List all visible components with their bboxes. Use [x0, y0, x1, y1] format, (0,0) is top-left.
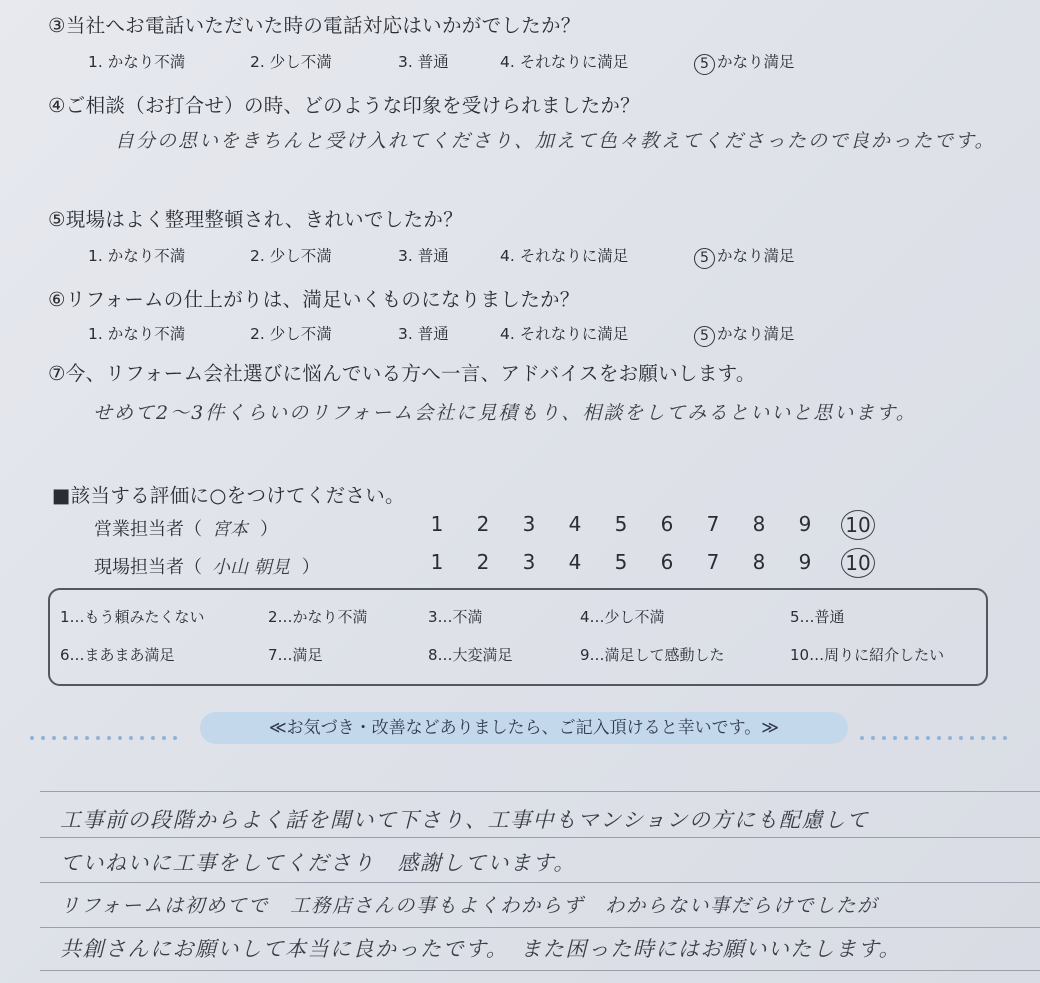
score-10-selected[interactable]: 10 [841, 510, 875, 540]
question-5: ⑤現場はよく整理整頓され、きれいでしたか？ [48, 208, 463, 231]
score-4[interactable]: 4 [568, 550, 582, 574]
q5-option-2[interactable]: 2. 少し不満 [250, 247, 332, 265]
selected-circle-mark: 5 [694, 326, 715, 347]
score-1[interactable]: 1 [430, 550, 444, 574]
q5-option-1[interactable]: 1. かなり不満 [88, 247, 186, 265]
q3-option-1[interactable]: 1. かなり不満 [88, 53, 186, 71]
score-6[interactable]: 6 [660, 512, 674, 536]
ruled-line [40, 927, 1040, 928]
q6-option-3[interactable]: 3. 普通 [398, 325, 449, 343]
question-4: ④ご相談（お打合せ）の時、どのような印象を受けられましたか？ [48, 94, 640, 117]
score-3[interactable]: 3 [522, 550, 536, 574]
legend-item-10: 10…周りに紹介したい [790, 646, 945, 664]
q5-option-5-selected[interactable]: 5 かなり満足 [694, 244, 795, 269]
comment-line-2: ていねいに工事をしてくださり 感謝しています。 [60, 851, 576, 875]
legend-item-2: 2…かなり不満 [268, 608, 368, 626]
legend-item-3: 3…不満 [428, 608, 483, 626]
selected-circle-mark: 5 [694, 54, 715, 75]
ruled-line [40, 791, 1040, 792]
comment-line-1: 工事前の段階からよく話を聞いて下さり、工事中もマンションの方にも配慮して [60, 808, 870, 832]
legend-item-1: 1…もう頼みたくない [60, 608, 205, 626]
legend-item-7: 7…満足 [268, 646, 323, 664]
score-2[interactable]: 2 [476, 550, 490, 574]
ruled-line [40, 837, 1040, 838]
score-1[interactable]: 1 [430, 512, 444, 536]
site-rep-label: 現場担当者（ 小山 朝見 ） [94, 557, 320, 578]
question-6: ⑥リフォームの仕上がりは、満足いくものになりましたか？ [48, 288, 580, 311]
score-8[interactable]: 8 [752, 512, 766, 536]
dotted-line-right [860, 725, 1014, 731]
score-7[interactable]: 7 [706, 512, 720, 536]
legend-item-5: 5…普通 [790, 608, 845, 626]
score-5[interactable]: 5 [614, 550, 628, 574]
q3-option-5-selected[interactable]: 5 かなり満足 [694, 50, 795, 75]
q3-option-3[interactable]: 3. 普通 [398, 53, 449, 71]
site-rep-name: 小山 朝見 [212, 557, 290, 578]
legend-item-6: 6…まあまあ満足 [60, 646, 175, 664]
score-3[interactable]: 3 [522, 512, 536, 536]
question-3: ③当社へお電話いただいた時の電話対応はいかがでしたか？ [48, 14, 581, 37]
score-9[interactable]: 9 [798, 550, 812, 574]
legend-item-9: 9…満足して感動した [580, 646, 725, 664]
q6-option-5-selected[interactable]: 5 かなり満足 [694, 322, 795, 347]
q5-option-3[interactable]: 3. 普通 [398, 247, 449, 265]
score-6[interactable]: 6 [660, 550, 674, 574]
dotted-line-left [30, 725, 184, 731]
q6-option-1[interactable]: 1. かなり不満 [88, 325, 186, 343]
legend-item-8: 8…大変満足 [428, 646, 513, 664]
score-10-selected[interactable]: 10 [841, 548, 875, 578]
q7-handwritten-answer: せめて2〜3件くらいのリフォーム会社に見積もり、相談をしてみるといいと思います。 [93, 402, 917, 424]
score-8[interactable]: 8 [752, 550, 766, 574]
rating-heading: ■該当する評価に○をつけてください。 [52, 484, 405, 507]
comments-banner-row [0, 712, 1040, 742]
legend-item-4: 4…少し不満 [580, 608, 665, 626]
q6-option-4[interactable]: 4. それなりに満足 [500, 325, 629, 343]
ruled-line [40, 882, 1040, 883]
q6-option-2[interactable]: 2. 少し不満 [250, 325, 332, 343]
score-5[interactable]: 5 [614, 512, 628, 536]
score-9[interactable]: 9 [798, 512, 812, 536]
selected-circle-mark: 5 [694, 248, 715, 269]
comment-line-3: リフォームは初めてで 工務店さんの事もよくわからず わからない事だらけでしたが [60, 894, 879, 917]
comments-banner: ≪お気づき・改善などありましたら、ご記入頂けると幸いです。≫ [200, 712, 848, 744]
ruled-line [40, 970, 1040, 971]
score-4[interactable]: 4 [568, 512, 582, 536]
sales-rep-label: 営業担当者（ 宮本 ） [94, 519, 278, 540]
q4-handwritten-answer: 自分の思いをきちんと受け入れてくださり、加えて色々教えてくださったので良かったです。 [115, 130, 996, 152]
score-2[interactable]: 2 [476, 512, 490, 536]
rating-legend-box [48, 588, 988, 686]
score-7[interactable]: 7 [706, 550, 720, 574]
q3-option-2[interactable]: 2. 少し不満 [250, 53, 332, 71]
question-7: ⑦今、リフォーム会社選びに悩んでいる方へ一言、アドバイスをお願いします。 [48, 362, 756, 385]
q3-option-4[interactable]: 4. それなりに満足 [500, 53, 629, 71]
sales-rep-name: 宮本 [212, 519, 248, 540]
q5-option-4[interactable]: 4. それなりに満足 [500, 247, 629, 265]
comment-line-4: 共創さんにお願いして本当に良かったです。 また困った時にはお願いいたします。 [60, 937, 902, 961]
